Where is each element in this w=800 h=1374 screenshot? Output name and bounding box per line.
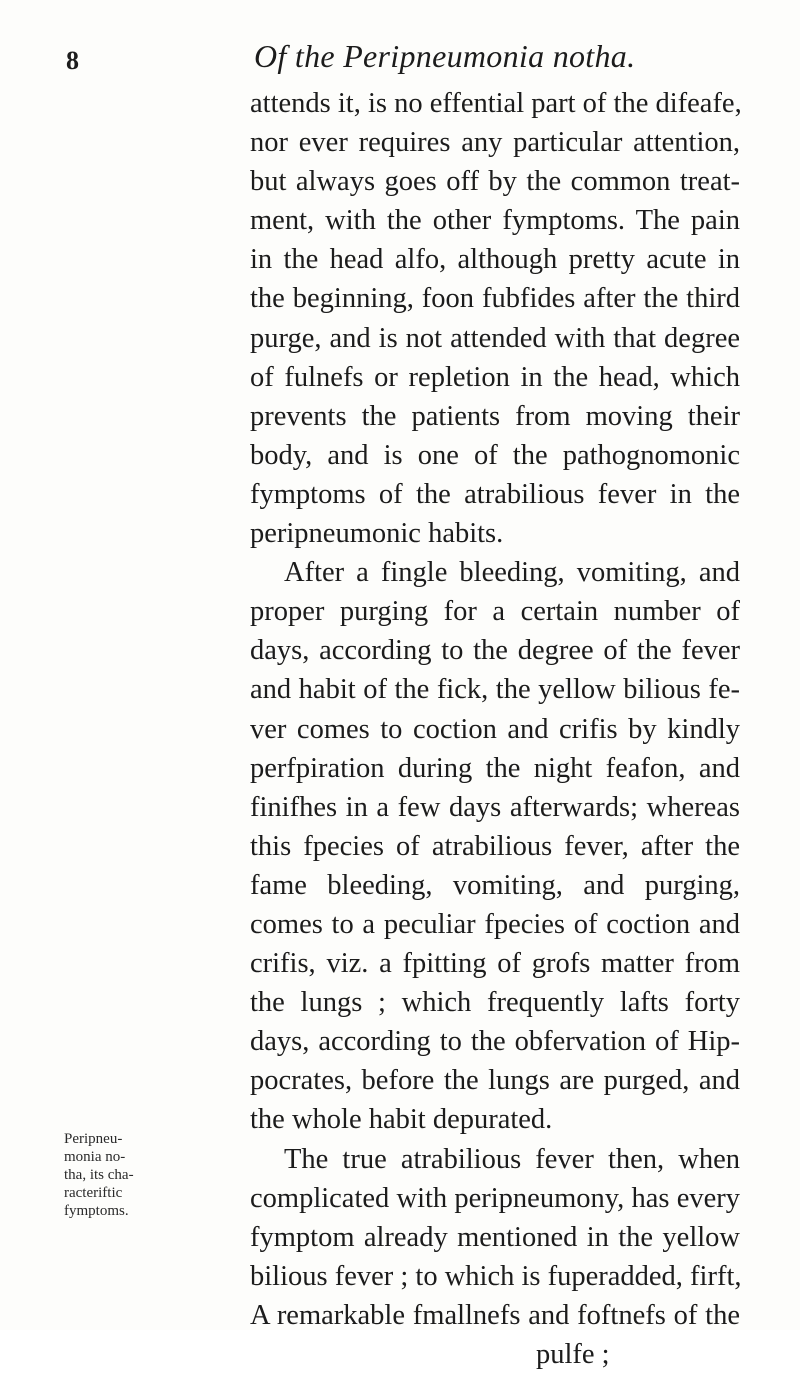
text-line: pocrates, before the lungs are purged, and [250,1065,740,1097]
text-line: days, according to the obfervation of Hip- [250,1026,740,1058]
margin-note-line: fymptoms. [64,1203,129,1219]
text-line: and habit of the fick, the yellow bilious fe- [250,674,740,706]
text-line: finifhes in a few days afterwards; whereas [250,791,740,823]
text-line: the lungs ; which frequently lafts forty [250,987,740,1019]
text-line: fymptoms of the atrabilious fever in the [250,478,740,510]
text-line: fame bleeding, vomiting, and purging, [250,869,740,901]
text-line: crifis, viz. a fpitting of grofs matter from [250,948,740,980]
text-line: perfpiration during the night feafon, and [250,752,740,784]
text-line: ver comes to coction and crifis by kindly [250,713,740,745]
text-line: the beginning, foon fubfides after the third [250,283,740,315]
text-line: comes to a peculiar fpecies of coction and [250,908,740,940]
margin-note-line: tha, its cha- [64,1167,134,1183]
text-line-paragraph-end: the whole habit depurated. [250,1104,553,1136]
text-line: attends it, is no effential part of the difeafe, [250,88,742,119]
text-line-paragraph-end: peripneumonic habits. [250,518,504,550]
margin-note-line: monia no- [64,1149,126,1165]
margin-note-line: racteriftic [64,1185,123,1201]
text-line: proper purging for a certain number of [250,596,740,628]
page-number: 8 [66,46,79,75]
running-title: Of the Peripneumonia notha. [254,38,636,74]
margin-note [64,1130,254,1220]
text-line-paragraph-start: The true atrabilious fever then, when [284,1143,740,1175]
text-line: complicated with peripneumony, has every [250,1182,740,1214]
text-line: in the head alfo, although pretty acute in [250,244,740,276]
text-line-paragraph-start: After a fingle bleeding, vomiting, and [284,557,740,589]
text-line: ment, with the other fymptoms. The pain [250,205,740,237]
text-line: body, and is one of the pathognomonic [250,439,740,471]
text-line: bilious fever ; to which is fuperadded, firft, [250,1260,742,1292]
text-line: A remarkable fmallnefs and foftnefs of the [250,1299,740,1331]
margin-note-line: Peripneu- [64,1131,123,1147]
text-line: purge, and is not attended with that degree [250,322,740,354]
catchword: pulfe ; [536,1339,610,1370]
text-line: prevents the patients from moving their [250,400,740,432]
text-line: of fulnefs or repletion in the head, which [250,361,740,393]
text-line: fymptom already mentioned in the yellow [250,1221,740,1253]
text-line: days, according to the degree of the fever [250,635,740,667]
text-line: but always goes off by the common treat- [250,166,740,198]
text-line: this fpecies of atrabilious fever, after the [250,830,740,862]
body-text [250,84,740,1374]
text-line: nor ever requires any particular attention, [250,127,740,159]
